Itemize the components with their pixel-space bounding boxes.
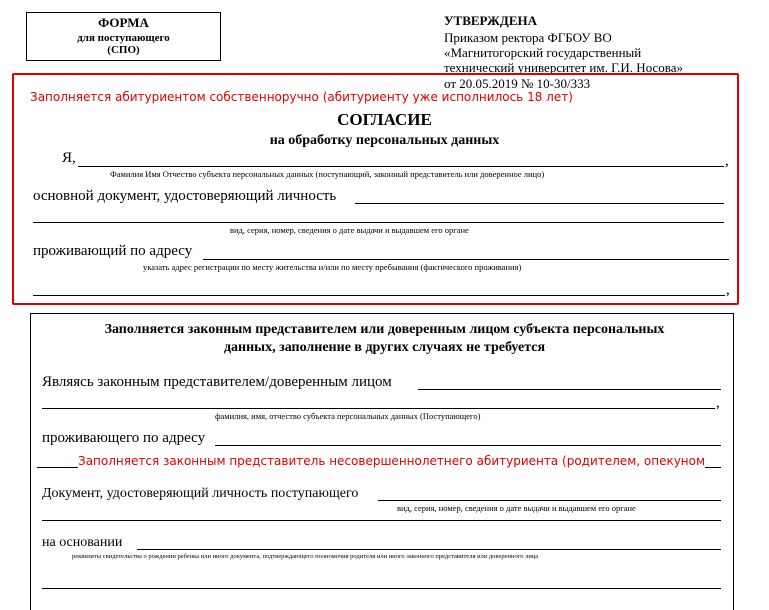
section2-title-line-1: Заполняется законным представителем или доверенным лицом субъекта персональных — [104, 322, 665, 337]
basis-hint: реквизиты свидетельства о рождении ребенка или иного документа, подтверждающего полномочия родителя или иного законного представителя или доверенного лица — [72, 553, 539, 560]
main-doc-label: основной документ, удостоверяющий личность — [33, 188, 337, 204]
fio-hint: Фамилия Имя Отчество субъекта персональных данных (поступающий, законный представитель или доверенное лицо) — [110, 169, 545, 179]
main-doc-input-line[interactable] — [355, 203, 724, 204]
section1-note: Заполняется абитуриентом собственноручно (абитуриенту уже исполнилось 18 лет) — [30, 90, 573, 104]
subject-fio-input-line[interactable] — [42, 408, 715, 409]
address-input-line-2[interactable] — [33, 295, 725, 296]
fio-comma: , — [725, 153, 729, 169]
fio-input-line[interactable] — [78, 166, 724, 167]
ya-label: Я, — [62, 150, 76, 166]
subject-address-label: проживающего по адресу — [42, 430, 206, 446]
applicant-doc-input-line[interactable] — [378, 500, 721, 501]
subject-fio-hint: фамилия, имя, отчество субъекта персональных данных (Поступающего) — [215, 411, 481, 421]
representative-label: Являясь законным представителем/доверенным лицом — [42, 374, 392, 390]
applicant-doc-input-line-2[interactable] — [42, 520, 721, 521]
form-type-spo: (СПО) — [107, 44, 140, 56]
basis-label: на основании — [42, 535, 123, 550]
approval-line-3: технический университет им. Г.И. Носова» — [444, 60, 684, 75]
approval-line-1: Приказом ректора ФГБОУ ВО — [444, 30, 612, 45]
approval-line-4: от 20.05.2019 № 10-30/333 — [444, 76, 591, 91]
section2-title-line-2: данных, заполнение в других случаях не требуется — [223, 340, 546, 355]
form-type-title: ФОРМА — [98, 15, 149, 30]
subject-address-input-line[interactable] — [215, 445, 721, 446]
address-comma: , — [726, 282, 730, 298]
representative-input-line[interactable] — [418, 389, 721, 390]
applicant-doc-hint: вид, серия, номер, сведения о дате выдачи и выдавшем его органе — [397, 503, 636, 513]
consent-title: СОГЛАСИЕ — [337, 110, 432, 129]
address-input-line[interactable] — [203, 259, 729, 260]
address-label: проживающий по адресу — [33, 243, 193, 259]
address-hint: указать адрес регистрации по месту жительства и/или по месту пребывания (фактического проживания) — [143, 262, 522, 272]
basis-input-line-2[interactable] — [42, 588, 721, 589]
subject-fio-comma: , — [716, 395, 720, 411]
applicant-doc-label: Документ, удостоверяющий личность поступающего — [42, 486, 359, 501]
form-type-box — [26, 12, 221, 61]
consent-subtitle: на обработку персональных данных — [269, 133, 500, 148]
section2-note: Заполняется законным представитель несовершеннолетнего абитуриента (родителем, опекуном — [78, 454, 706, 468]
main-doc-hint: вид, серия, номер, сведения о дате выдачи и выдавшем его органе — [230, 225, 469, 235]
form-type-subtitle: для поступающего — [77, 32, 170, 44]
approval-line-2: «Магнитогорский государственный — [444, 45, 642, 60]
main-doc-input-line-2[interactable] — [33, 222, 724, 223]
approval-title: УТВЕРЖДЕНА — [444, 13, 538, 28]
basis-input-line[interactable] — [137, 549, 721, 550]
